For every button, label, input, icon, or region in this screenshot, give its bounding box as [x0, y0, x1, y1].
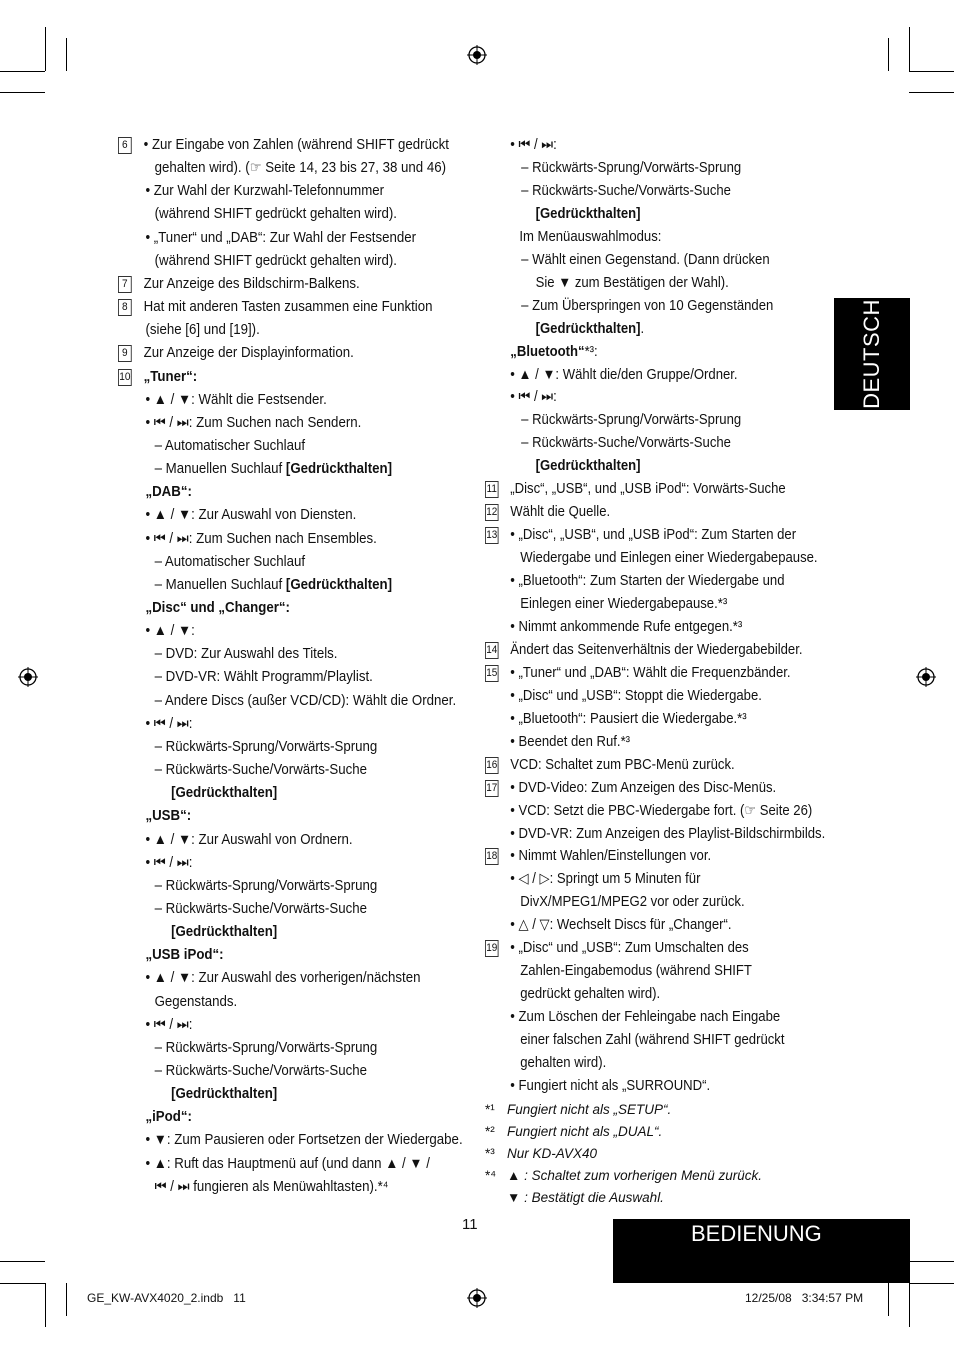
text-line [155, 1176, 389, 1198]
text-line [118, 273, 360, 295]
line-text: gehalten wird). (☞ Seite 14, 23 bis 27, 38 und 46) [154, 160, 447, 177]
text-line [145, 1153, 429, 1175]
item-text: • DVD-Video: Zum Anzeigen des Disc-Menüs. [510, 779, 777, 796]
item-number-box: 17 [485, 780, 499, 797]
footnote-text: Fungiert nicht als „SETUP“. [507, 1102, 672, 1117]
language-tab-label: DEUTSCH [859, 299, 884, 409]
line-text: – Rückwärts-Sprung/Vorwärts-Sprung [154, 877, 378, 894]
line-text: • ⏮ / ⏭: [145, 1016, 193, 1033]
line-text: • ⏮ / ⏭: Zum Suchen nach Ensembles. [145, 530, 377, 547]
line-text: ⏮ / ⏭ fungieren als Menüwahltasten).*⁴ [154, 1178, 389, 1195]
footnote-text: ▼ : Bestätigt die Auswahl. [507, 1190, 664, 1205]
line-text: „Bluetooth“ [510, 343, 585, 360]
footnote [485, 1099, 671, 1121]
line-text: Im Menüauswahlmodus: [519, 228, 662, 245]
registration-mark-icon [467, 45, 487, 65]
footer-file: GE_KW-AVX4020_2.indb 11 [87, 1291, 246, 1305]
crop-mark [909, 1283, 910, 1327]
item-number-box: 15 [485, 665, 499, 682]
text-line [485, 662, 791, 684]
line-text: Sie ▼ zum Bestätigen der Wahl). [535, 274, 729, 291]
text-line [155, 250, 397, 272]
text-line [521, 157, 741, 179]
bold-hint: [Gedrückthalten] [285, 461, 393, 478]
footnote [485, 1165, 762, 1187]
line-text: – Rückwärts-Suche/Vorwärts-Suche [521, 182, 731, 199]
crop-mark [45, 27, 46, 71]
footnote-marker: *⁴ [485, 1168, 497, 1183]
line-text: • VCD: Setzt die PBC-Wiedergabe fort. (☞ Seite 26) [510, 802, 813, 819]
text-line [145, 829, 352, 851]
line-text: • ▲ / ▼: Zur Auswahl von Ordnern. [145, 831, 353, 848]
text-line [510, 823, 825, 845]
crop-mark [909, 27, 910, 71]
line-text: gehalten wird). [520, 1055, 607, 1071]
text-line [145, 805, 191, 827]
crop-mark [909, 92, 954, 93]
text-line [510, 386, 556, 408]
item-number-box: 16 [485, 757, 499, 774]
text-line [521, 295, 773, 317]
crop-mark [909, 1261, 954, 1262]
text-line [510, 134, 556, 156]
line-text: – Rückwärts-Sprung/Vorwärts-Sprung [521, 159, 742, 176]
text-line [145, 944, 223, 966]
line-text: – Automatischer Suchlauf [154, 553, 306, 570]
footnote-marker: *¹ [485, 1102, 495, 1117]
text-line [155, 435, 305, 457]
line-text: • ⏮ / ⏭: [145, 715, 193, 732]
line-text: • Zur Wahl der Kurzwahl-Telefonnummer [145, 183, 385, 200]
text-line [485, 501, 610, 523]
text-line [118, 134, 449, 156]
language-tab [834, 298, 910, 410]
item-text: Hat mit anderen Tasten zusammen eine Funktion [143, 299, 433, 316]
text-line [510, 708, 746, 730]
text-line [145, 180, 384, 202]
line-text: „iPod“: [145, 1109, 192, 1126]
line-text: [Gedrückthalten] [535, 205, 641, 222]
text-line [520, 1029, 784, 1051]
item-number-box: 9 [118, 345, 132, 362]
line-text: (während SHIFT gedrückt gehalten wird). [154, 206, 397, 223]
line-text: „Disc“ und „Changer“: [145, 600, 290, 616]
text-line [520, 891, 744, 913]
line-text: • ▲ / ▼: Zur Auswahl von Diensten. [145, 507, 357, 524]
line-tail: *³: [584, 343, 598, 360]
line-text: • ⏮ / ⏭: [510, 137, 557, 153]
crop-mark [909, 1283, 954, 1284]
item-number-box: 13 [485, 527, 499, 544]
item-text: Ändert das Seitenverhältnis der Wiedergabebilder. [510, 641, 803, 658]
text-line [536, 455, 641, 477]
text-line [155, 666, 373, 688]
line-text: • ⏮ / ⏭: Zum Suchen nach Sendern. [145, 414, 362, 431]
line-text: Gegenstands. [154, 993, 238, 1010]
text-line [145, 1014, 192, 1036]
bold-hint: [Gedrückthalten] [285, 576, 393, 593]
line-text: – Manuellen Suchlauf [154, 576, 286, 593]
text-line [145, 504, 356, 526]
line-text: • „Tuner“ und „DAB“: Zur Wahl der Festsender [145, 229, 417, 246]
line-text: – Automatischer Suchlauf [154, 437, 306, 454]
line-text: Einlegen einer Wiedergabepause.*³ [520, 596, 728, 612]
text-line [155, 643, 338, 665]
text-line [145, 597, 289, 619]
text-line [485, 639, 803, 661]
line-text: • Beendet den Ruf.*³ [510, 733, 631, 750]
line-text: • ⏮ / ⏭: [145, 854, 193, 871]
line-text: • △ / ▽: Wechselt Discs für „Changer“. [510, 917, 732, 934]
text-line [520, 983, 660, 1005]
line-text: [Gedrückthalten] [535, 458, 641, 475]
crop-mark [0, 92, 45, 93]
text-line [510, 1075, 710, 1097]
item-number-box: 14 [485, 642, 499, 659]
text-line [155, 574, 392, 596]
line-text: (während SHIFT gedrückt gehalten wird). [154, 252, 397, 269]
text-line [145, 620, 194, 642]
text-line [485, 937, 749, 959]
text-line [145, 412, 361, 434]
crop-mark [66, 1283, 67, 1316]
line-text: – DVD: Zur Auswahl des Titels. [154, 646, 338, 663]
text-line [521, 409, 741, 431]
line-text: Wiedergabe und Einlegen einer Wiedergabepause. [520, 550, 818, 567]
text-line [485, 478, 786, 500]
item-number-box: 6 [118, 137, 132, 154]
footnote [485, 1121, 662, 1143]
item-text: VCD: Schaltet zum PBC-Menü zurück. [510, 756, 735, 773]
item-number-box: 19 [485, 940, 499, 957]
line-text: „USB iPod“: [145, 947, 224, 964]
text-line [485, 524, 796, 546]
text-line [155, 875, 378, 897]
text-line [536, 272, 729, 294]
item-text: • „Tuner“ und „DAB“: Wählt die Frequenzbänder. [510, 664, 791, 681]
crop-mark [0, 1283, 45, 1284]
line-text: • Zum Löschen der Fehleingabe nach Eingabe [510, 1009, 781, 1026]
text-line [510, 1006, 780, 1028]
footnote [485, 1143, 597, 1165]
item-text: „Disc“, „USB“, und „USB iPod“: Vorwärts-Suche [510, 481, 786, 498]
text-line [145, 389, 326, 411]
line-text: • ▲: Ruft das Hauptmenü auf (und dann ▲ / ▼ / [145, 1155, 430, 1172]
footnote-text: Fungiert nicht als „DUAL“. [507, 1124, 663, 1139]
line-text: – Rückwärts-Suche/Vorwärts-Suche [154, 900, 367, 917]
text-line [510, 731, 630, 753]
item-text: • „Disc“, „USB“, und „USB iPod“: Zum Starten der [510, 527, 797, 544]
text-line [145, 227, 416, 249]
text-line [145, 852, 192, 874]
text-line [510, 616, 742, 638]
line-text: • ▼: Zum Pausieren oder Fortsetzen der Wiedergabe. [145, 1132, 463, 1149]
footnote-text: ▲ : Schaltet zum vorherigen Menü zurück. [507, 1168, 762, 1183]
text-line [510, 868, 700, 890]
text-line [536, 318, 645, 340]
item-text: • „Disc“ und „USB“: Zum Umschalten des [510, 940, 749, 957]
line-text: • ▲ / ▼: Wählt die/den Gruppe/Ordner. [510, 366, 738, 383]
line-text: „DAB“: [145, 484, 192, 501]
line-text: • ▲ / ▼: Zur Auswahl des vorherigen/nächsten [145, 970, 421, 987]
line-text: – Rückwärts-Suche/Vorwärts-Suche [521, 435, 731, 452]
line-text: gedrückt gehalten wird). [520, 986, 661, 1003]
crop-mark [888, 1283, 889, 1316]
text-line [155, 1037, 378, 1059]
text-line [155, 898, 367, 920]
text-line [155, 991, 238, 1013]
text-line [485, 754, 735, 776]
text-line [519, 226, 661, 248]
footer-timestamp: 12/25/08 3:34:57 PM [745, 1291, 864, 1305]
line-tail: . [640, 320, 645, 337]
footnote [485, 1187, 664, 1209]
crop-mark [66, 38, 67, 71]
text-line [521, 180, 731, 202]
text-line [171, 1083, 277, 1105]
item-text: • Zur Eingabe von Zahlen (während SHIFT gedrückt [143, 137, 449, 153]
text-line [118, 296, 432, 318]
line-text: • ◁ / ▷: Springt um 5 Minuten für [510, 871, 701, 888]
text-line [485, 845, 711, 867]
text-line [155, 551, 305, 573]
text-line [145, 1129, 462, 1151]
line-text: • „Bluetooth“: Pausiert die Wiedergabe.*³ [510, 710, 747, 727]
crop-mark [0, 1261, 45, 1262]
text-line [510, 685, 762, 707]
text-line [155, 690, 457, 712]
line-text: [Gedrückthalten] [171, 785, 278, 802]
text-line [510, 800, 812, 822]
text-line [118, 366, 197, 388]
line-text: – Rückwärts-Suche/Vorwärts-Suche [154, 1063, 367, 1079]
line-text: • ▲ / ▼: Wählt die Festsender. [145, 391, 327, 408]
item-text: Zur Anzeige der Displayinformation. [143, 345, 354, 362]
text-line [520, 1052, 606, 1074]
item-number-box: 8 [118, 299, 132, 316]
section-tab [613, 1219, 910, 1283]
text-line [521, 432, 731, 454]
line-text: • Fungiert nicht als „SURROUND“. [510, 1077, 711, 1094]
line-text: Zahlen-Eingabemodus (während SHIFT [520, 963, 752, 980]
text-line [155, 203, 397, 225]
line-text: [Gedrückthalten] [171, 924, 278, 941]
text-line [510, 570, 784, 592]
text-line [118, 342, 354, 364]
text-line [155, 458, 392, 480]
text-line [520, 593, 727, 615]
text-line [510, 364, 737, 386]
line-text: • ▲ / ▼: [145, 623, 195, 640]
registration-mark-icon [916, 667, 936, 687]
crop-mark [45, 1283, 46, 1327]
text-line [145, 481, 191, 503]
line-text: [Gedrückthalten] [535, 320, 641, 337]
line-text: – Manuellen Suchlauf [154, 461, 286, 478]
item-number-box: 18 [485, 848, 499, 865]
section-tab-label: BEDIENUNG [691, 1221, 822, 1246]
line-text: • „Bluetooth“: Zum Starten der Wiedergabe und [510, 573, 785, 590]
line-text: DivX/MPEG1/MPEG2 vor oder zurück. [520, 894, 745, 911]
item-text: • Nimmt Wahlen/Einstellungen vor. [510, 848, 712, 865]
line-text: – DVD-VR: Wählt Programm/Playlist. [154, 669, 373, 686]
text-line [485, 777, 776, 799]
text-line [520, 547, 817, 569]
line-text: „USB“: [145, 808, 192, 825]
line-text: • Nimmt ankommende Rufe entgegen.*³ [510, 618, 743, 635]
registration-mark-icon [467, 1288, 487, 1308]
text-line [171, 921, 277, 943]
line-text: – Andere Discs (außer VCD/CD): Wählt die Ordner. [154, 692, 457, 709]
line-text: • DVD-VR: Zum Anzeigen des Playlist-Bildschirmbilds. [510, 825, 826, 842]
line-text: [Gedrückthalten] [171, 1086, 278, 1103]
text-line [510, 914, 731, 936]
item-text: Wählt die Quelle. [510, 504, 611, 521]
line-text: – Rückwärts-Sprung/Vorwärts-Sprung [154, 738, 378, 755]
text-line [155, 157, 446, 179]
text-line [510, 341, 597, 363]
page-number: 11 [462, 1216, 478, 1233]
line-text: – Rückwärts-Suche/Vorwärts-Suche [154, 762, 367, 779]
crop-mark [888, 38, 889, 71]
text-line [145, 1106, 191, 1128]
text-line [145, 319, 259, 341]
line-text: • ⏮ / ⏭: [510, 389, 557, 406]
item-number-box: 10 [118, 369, 132, 386]
text-line [145, 528, 376, 550]
text-line [155, 1060, 367, 1082]
registration-mark-icon [18, 667, 38, 687]
crop-mark [0, 71, 45, 72]
text-line [520, 960, 752, 982]
line-text: (siehe [6] und [19]). [145, 322, 260, 339]
footnote-text: Nur KD-AVX40 [507, 1146, 598, 1161]
text-line [145, 967, 420, 989]
text-line [155, 759, 367, 781]
line-text: – Wählt einen Gegenstand. (Dann drücken [521, 251, 770, 268]
text-line [521, 249, 769, 271]
line-text: – Rückwärts-Sprung/Vorwärts-Sprung [521, 412, 742, 429]
item-number-box: 7 [118, 276, 132, 293]
item-number-box: 12 [485, 504, 499, 521]
text-line [155, 736, 378, 758]
text-line [145, 713, 192, 735]
crop-mark [909, 71, 954, 72]
item-number-box: 11 [485, 481, 499, 498]
line-text: – Zum Überspringen von 10 Gegenständen [521, 297, 774, 314]
footnote-marker: *³ [485, 1146, 495, 1161]
line-text: einer falschen Zahl (während SHIFT gedrückt [520, 1032, 785, 1049]
line-text: – Rückwärts-Sprung/Vorwärts-Sprung [154, 1039, 378, 1056]
footnote-marker: *² [485, 1124, 495, 1139]
text-line [171, 782, 277, 804]
item-text: Zur Anzeige des Bildschirm-Balkens. [143, 275, 360, 292]
item-text: „Tuner“: [143, 368, 198, 385]
line-text: • „Disc“ und „USB“: Stoppt die Wiedergabe. [510, 687, 762, 704]
text-line [536, 203, 641, 225]
